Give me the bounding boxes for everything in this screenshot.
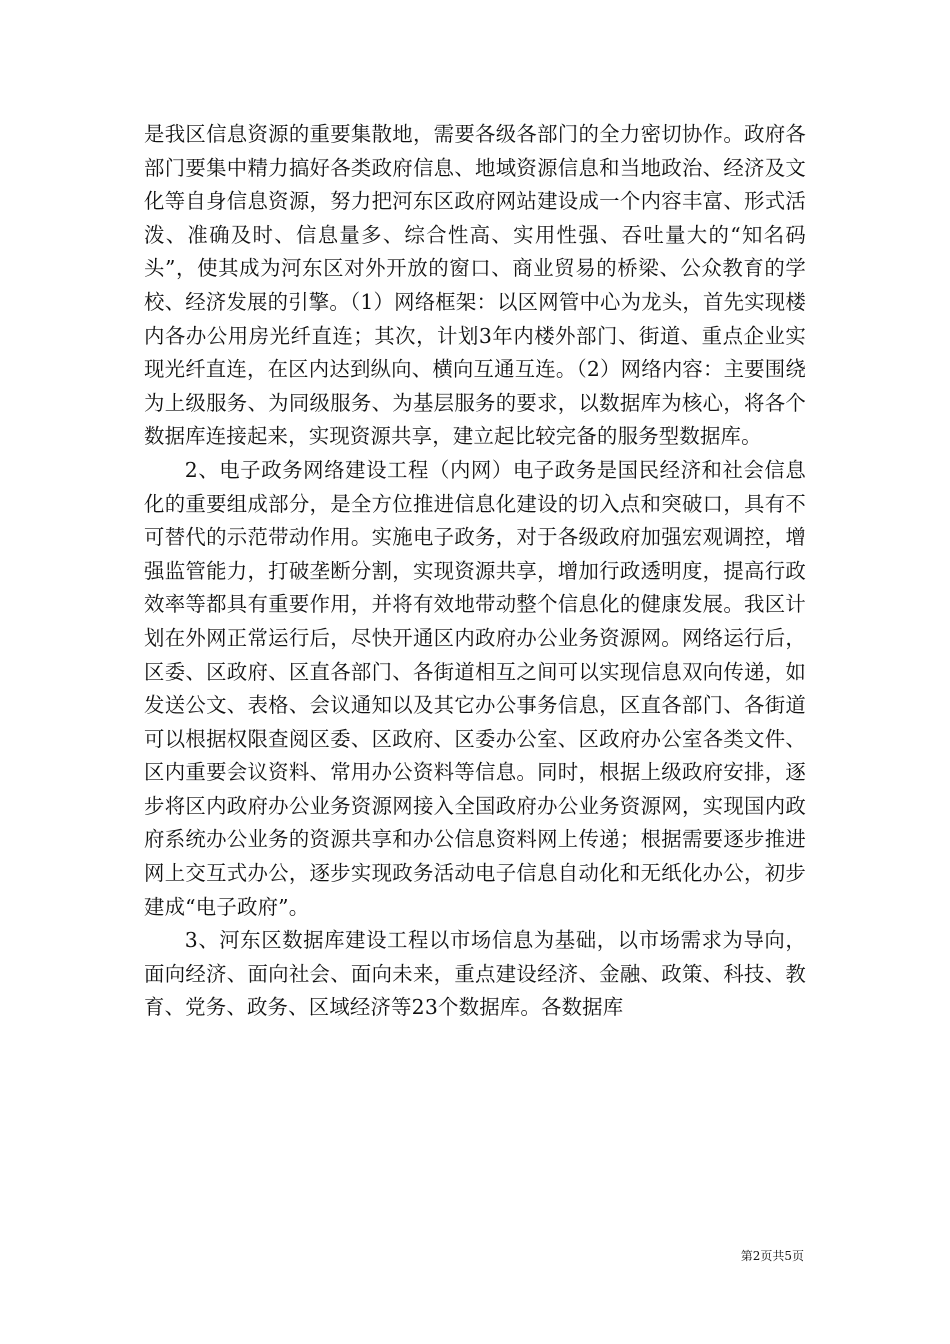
document-page [144, 118, 806, 1025]
paragraph-1: 是我区信息资源的重要集散地，需要各级各部门的全力密切协作。政府各部门要集中精力搞好各类政府信息、地域资源信息和当地政治、经济及文化等自身信息资源，努力把河东区政府网站建设成一个内容丰富、形式活泼、准确及时、信息量多、综合性高、实用性强、吞吐量大的“知名码头”，使其成为河东区对外开放的窗口、商业贸易的桥梁、公众教育的学校、经济发展的引擎。（1）网络框架：以区网管中心为龙头，首先实现楼内各办公用房光纤直连；其次，计划3年内楼外部门、街道、重点企业实现光纤直连，在区内达到纵向、横向互通互连。（2）网络内容：主要围绕为上级服务、为同级服务、为基层服务的要求，以数据库为核心，将各个数据库连接起来，实现资源共享，建立起比较完备的服务型数据库。 [144, 122, 806, 449]
page-number: 第2页共5页 [740, 1249, 804, 1263]
paragraph-2: 2、电子政务网络建设工程（内网）电子政务是国民经济和社会信息化的重要组成部分，是全方位推进信息化建设的切入点和突破口，具有不可替代的示范带动作用。实施电子政务，对于各级政府加强宏观调控，增强监管能力，打破垄断分割，实现资源共享，增加行政透明度，提高行政效率等都具有重要作用，并将有效地带动整个信息化的健康发展。我区计划在外网正常运行后，尽快开通区内政府办公业务资源网。网络运行后，区委、区政府、区直各部门、各街道相互之间可以实现信息双向传递，如发送公文、表格、会议通知以及其它办公事务信息，区直各部门、各街道可以根据权限查阅区委、区政府、区委办公室、区政府办公室各类文件、区内重要会议资料、常用办公资料等信息。同时，根据上级政府安排，逐步将区内政府办公业务资源网接入全国政府办公业务资源网，实现国内政府系统办公业务的资源共享和办公信息资料网上传递；根据需要逐步推进网上交互式办公，逐步实现政务活动电子信息自动化和无纸化办公，初步建成“电子政府”。 [144, 457, 806, 919]
paragraph-3: 3、河东区数据库建设工程以市场信息为基础，以市场需求为导向，面向经济、面向社会、面向未来，重点建设经济、金融、政策、科技、教育、党务、政务、区域经济等23个数据库。各数据库 [144, 928, 806, 1020]
